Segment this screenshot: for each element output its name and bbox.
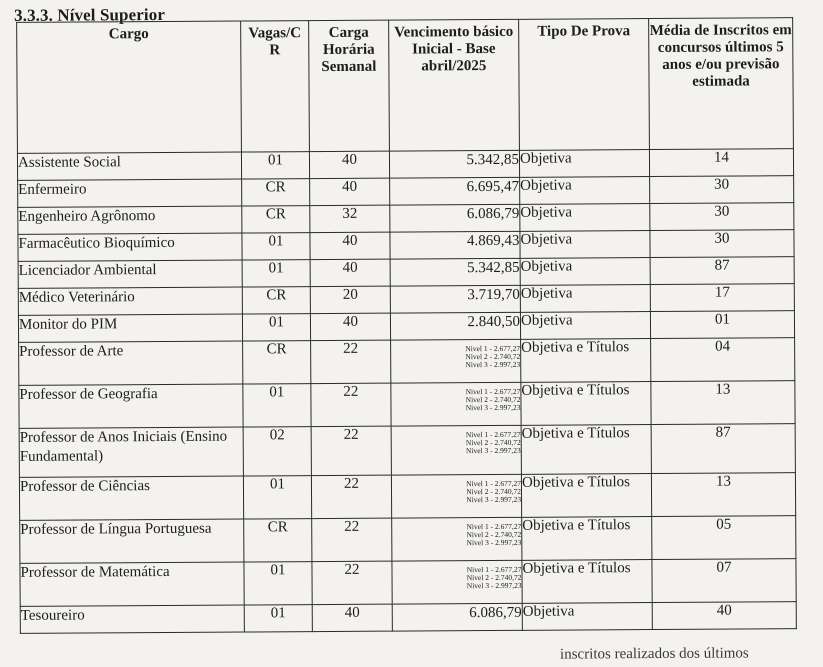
cell-media: 04: [651, 338, 795, 382]
salary-level-line: Nivel 3 - 2.997,23: [466, 580, 522, 591]
table-row: [20, 516, 796, 564]
cell-tipo-prova: Objetiva e Títulos: [521, 425, 651, 475]
header-carga-horaria: Carga Horária Semanal: [309, 20, 390, 151]
cell-vencimento: [391, 339, 521, 383]
cell-vagas: 01: [244, 562, 312, 605]
cell-cargo: Professor de Língua Portuguesa: [20, 519, 244, 563]
cell-carga: 40: [312, 604, 392, 631]
salary-level-line: Nivel 3 - 2.997,23: [465, 445, 521, 456]
salary-level-line: Nivel 1 - 2.677,27: [465, 429, 521, 440]
cell-tipo-prova: Objetiva: [520, 258, 650, 286]
cell-media: 01: [650, 311, 794, 339]
cell-tipo-prova: Objetiva e Títulos: [521, 339, 651, 383]
cell-vagas: 01: [242, 233, 310, 260]
salary-level-line: Nivel 3 - 2.997,23: [466, 494, 522, 505]
table-row: [19, 473, 795, 521]
cell-carga: 22: [312, 561, 392, 604]
cell-tipo-prova: Objetiva: [520, 312, 650, 340]
cell-cargo: Farmacêutico Bioquímico: [18, 233, 242, 261]
cell-cargo: Tesoureiro: [20, 605, 244, 633]
cell-vencimento: 5.342,85: [389, 150, 519, 178]
cell-vencimento: 6.086,79: [392, 603, 522, 631]
salary-level-line: Nivel 2 - 2.740,72: [466, 572, 522, 583]
cell-vagas: CR: [242, 287, 310, 314]
cell-tipo-prova: Objetiva e Títulos: [521, 382, 651, 426]
cell-carga: 40: [310, 259, 390, 286]
header-tipo-prova: Tipo De Prova: [519, 19, 650, 151]
salary-level-line: Nivel 2 - 2.740,72: [465, 437, 521, 448]
cell-vagas: 01: [244, 605, 312, 632]
cell-tipo-prova: Objetiva: [520, 231, 650, 259]
cell-cargo: Engenheiro Agrônomo: [18, 206, 242, 234]
cell-cargo: Professor de Ciências: [19, 476, 243, 520]
cell-vagas: CR: [243, 341, 311, 384]
cell-tipo-prova: Objetiva: [520, 204, 650, 232]
cell-vagas: 01: [242, 260, 310, 287]
cell-carga: 40: [310, 178, 390, 205]
salary-level-line: Nivel 2 - 2.740,72: [465, 394, 521, 405]
salary-level-line: Nivel 1 - 2.677,27: [465, 386, 521, 397]
cell-carga: 40: [310, 232, 390, 259]
cell-vencimento: [391, 474, 521, 518]
cell-vencimento: 3.719,70: [390, 285, 520, 313]
cell-media: 30: [650, 176, 794, 204]
cell-cargo: Assistente Social: [17, 152, 241, 180]
cell-media: 05: [652, 516, 796, 560]
cell-carga: 22: [312, 518, 392, 561]
cell-vagas: 01: [243, 476, 311, 519]
salary-level-line: Nivel 3 - 2.997,23: [465, 359, 521, 370]
cell-carga: 22: [311, 383, 391, 426]
salary-levels: [392, 518, 521, 548]
salary-levels: [391, 383, 520, 413]
cell-cargo: Médico Veterinário: [18, 287, 242, 315]
cell-cargo: Enfermeiro: [18, 179, 242, 207]
cell-media: 40: [652, 602, 796, 630]
cell-carga: 32: [310, 205, 390, 232]
cell-tipo-prova: Objetiva: [520, 177, 650, 205]
cell-vencimento: 4.869,43: [390, 231, 520, 259]
cell-vagas: CR: [242, 179, 310, 206]
cell-cargo: Professor de Anos Iniciais (Ensino Fundamental): [19, 427, 243, 477]
cell-vagas: 01: [243, 384, 311, 427]
cell-media: 13: [651, 381, 795, 425]
salary-levels: [392, 426, 521, 456]
cell-tipo-prova: Objetiva e Títulos: [522, 560, 652, 604]
table-row: [20, 559, 796, 607]
cell-media: 13: [651, 473, 795, 517]
cell-cargo: Professor de Matemática: [20, 562, 244, 606]
header-row: [17, 18, 794, 154]
salary-level-line: Nivel 1 - 2.677,27: [465, 343, 521, 354]
cell-vencimento: 6.695,47: [390, 177, 520, 205]
cell-carga: 40: [310, 313, 390, 340]
header-cargo: Cargo: [17, 21, 242, 153]
cell-cargo: Monitor do PIM: [18, 314, 242, 342]
cell-vagas: 01: [242, 314, 310, 341]
cell-vencimento: [392, 560, 522, 604]
cell-carga: 22: [311, 340, 391, 383]
cell-vencimento: [392, 517, 522, 561]
table-row: [20, 602, 796, 634]
cell-cargo: Licenciador Ambiental: [18, 260, 242, 288]
cell-vagas: CR: [244, 519, 312, 562]
header-media-inscritos: Média de Inscritos em concursos últimos 5 anos e/ou previsão estimada: [649, 18, 794, 150]
salary-level-line: Nivel 1 - 2.677,27: [466, 521, 522, 532]
cell-cargo: Professor de Geografia: [19, 384, 243, 428]
salary-level-line: Nivel 3 - 2.997,23: [466, 537, 522, 548]
cell-vencimento: 2.840,50: [390, 312, 520, 340]
header-vagas: Vagas/C R: [241, 21, 310, 152]
cell-carga: 22: [311, 475, 391, 518]
cell-carga: 40: [309, 151, 389, 178]
cell-cargo: Professor de Arte: [19, 341, 243, 385]
cell-vencimento: [391, 382, 521, 426]
salary-level-line: Nivel 3 - 2.997,23: [465, 402, 521, 413]
cell-tipo-prova: Objetiva: [519, 150, 649, 178]
footer-text-fragment: inscritos realizados dos últimos: [559, 645, 749, 663]
table-row: [19, 338, 795, 386]
positions-table: [16, 17, 797, 634]
cell-vencimento: 6.086,79: [390, 204, 520, 232]
cell-media: 87: [651, 424, 795, 474]
salary-level-line: Nivel 2 - 2.740,72: [466, 529, 522, 540]
cell-vencimento: [391, 425, 521, 475]
table-row: [19, 424, 795, 478]
cell-media: 17: [650, 284, 794, 312]
salary-level-line: Nivel 1 - 2.677,27: [466, 564, 522, 575]
cell-tipo-prova: Objetiva e Títulos: [522, 517, 652, 561]
cell-media: 30: [650, 203, 794, 231]
section-title: 3.3.3. Nível Superior: [14, 4, 165, 25]
cell-carga: 22: [311, 426, 391, 475]
cell-media: 14: [649, 149, 793, 177]
cell-tipo-prova: Objetiva: [522, 603, 652, 631]
cell-tipo-prova: Objetiva: [520, 285, 650, 313]
salary-level-line: Nivel 2 - 2.740,72: [466, 486, 522, 497]
cell-media: 30: [650, 230, 794, 258]
header-vencimento: Vencimento básico Inicial - Base abril/2025: [389, 19, 520, 151]
cell-media: 07: [652, 559, 796, 603]
cell-carga: 20: [310, 286, 390, 313]
cell-tipo-prova: Objetiva e Títulos: [521, 474, 651, 518]
table-row: [19, 381, 795, 429]
salary-level-line: Nivel 2 - 2.740,72: [465, 351, 521, 362]
salary-levels: [392, 475, 521, 505]
salary-levels: [392, 561, 521, 591]
cell-media: 87: [650, 257, 794, 285]
cell-vencimento: 5.342,85: [390, 258, 520, 286]
salary-levels: [391, 340, 520, 370]
cell-vagas: CR: [242, 206, 310, 233]
cell-vagas: 02: [243, 427, 311, 476]
salary-level-line: Nivel 1 - 2.677,27: [466, 478, 521, 489]
cell-vagas: 01: [241, 152, 309, 179]
